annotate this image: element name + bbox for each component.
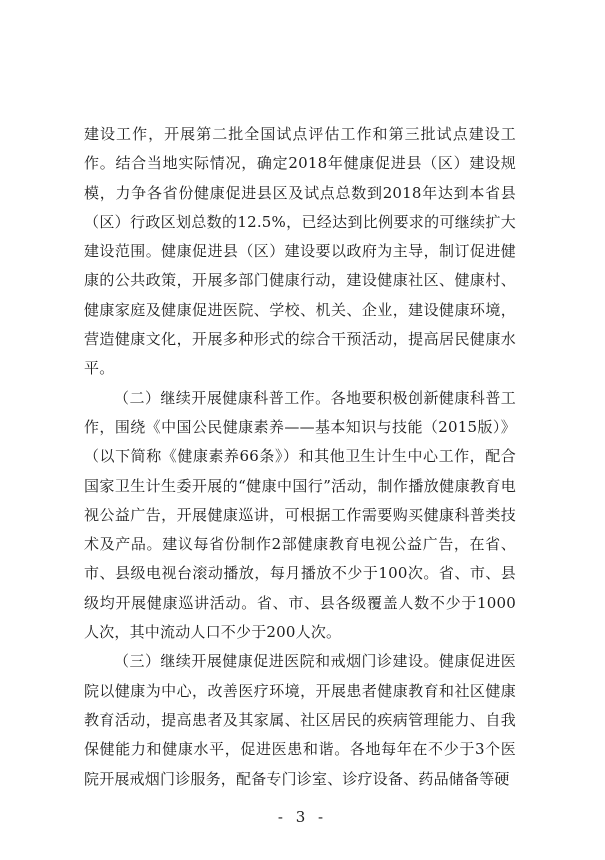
page-number: - 3 - [277, 808, 328, 826]
body-paragraph: （二）继续开展健康科普工作。各地要积极创新健康科普工作，围绕《中国公民健康素养——基本知识与技能（2015版）》（以下简称《健康素养66条》）和其他卫生计生中心工作，配合国家卫生计生委开展的“健康中国行”活动，制作播放健康教育电视公益广告，开展健康巡讲，可根据工作需要购买健康科普类技术及产品。建议每省份制作2部健康教育电视公益广告，在省、市、县级电视台滚动播放，每月播放不少于100次。省、市、县级均开展健康巡讲活动。省、市、县各级覆盖人数不少于1000人次，其中流动人口不少于200人次。 [84, 388, 516, 642]
document-body [84, 120, 516, 794]
body-paragraph: 建设工作，开展第二批全国试点评估工作和第三批试点建设工作。结合当地实际情况，确定2018年健康促进县（区）建设规模，力争各省份健康促进县区及试点总数到2018年达到本省县（区）行政区划总数的12.5%，已经达到比例要求的可继续扩大建设范围。健康促进县（区）建设要以政府为主导，制订促进健康的公共政策，开展多部门健康行动，建设健康社区、健康村、健康家庭及健康促进医院、学校、机关、企业，建设健康环境，营造健康文化，开展多种形式的综合干预活动，提高居民健康水平。 [84, 125, 516, 378]
body-paragraph: （三）继续开展健康促进医院和戒烟门诊建设。健康促进医院以健康为中心，改善医疗环境，开展患者健康教育和社区健康教育活动，提高患者及其家属、社区居民的疾病管理能力、自我保健能力和健康水平，促进医患和谐。各地每年在不少于3个医院开展戒烟门诊服务，配备专门诊室、诊疗设备、药品储备等硬 [84, 652, 516, 788]
